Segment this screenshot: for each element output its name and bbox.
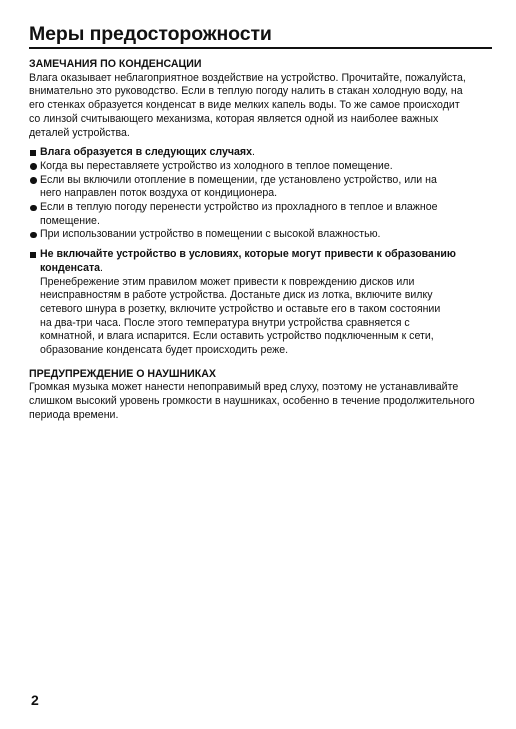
intro-line: внимательно это руководство. Если в теплую погоду налить в стакан холодную воду, на — [29, 85, 463, 98]
warning-line: неисправностям в работе устройства. Достаньте диск из лотка, включите вилку — [40, 289, 433, 302]
cases-heading-item — [29, 146, 492, 160]
cases-heading: Влага образуется в следующих случаях — [40, 146, 252, 159]
intro-line: со линзой считывающего механизма, которая является одной из наиболее важных — [29, 112, 439, 125]
page-content — [29, 58, 492, 423]
warning-line: комнатной, и влага испарится. Если оставить устройство подключенным к сети, — [40, 330, 434, 343]
warning-heading-line: Не включайте устройство в условиях, которые могут привести к образованию — [40, 248, 456, 261]
warning-heading-item — [29, 248, 492, 275]
warning-heading-line: конденсата — [40, 261, 101, 274]
case-item — [29, 160, 492, 174]
headphones-line: Громкая музыка может нанести непоправимый вред слуху, поэтому не устанавливайте — [29, 381, 459, 394]
condensation-intro — [29, 72, 492, 141]
title-underline — [29, 47, 492, 49]
condensation-heading: ЗАМЕЧАНИЯ ПО КОНДЕНСАЦИИ — [29, 58, 202, 70]
intro-line: деталей устройства. — [29, 126, 130, 139]
case-item — [29, 228, 492, 242]
headphones-line: периода времени. — [29, 408, 119, 421]
headphones-heading: ПРЕДУПРЕЖДЕНИЕ О НАУШНИКАХ — [29, 367, 216, 380]
square-bullet-icon — [30, 150, 36, 156]
headphones-line: слишком высокий уровень громкости в наушниках, особенно в течение продолжительного — [29, 395, 475, 408]
warning-line: на два-три часа. После этого температура внутри устройства сравняется с — [40, 316, 410, 329]
intro-line: Влага оказывает неблагоприятное воздействие на устройство. Прочитайте, пожалуйста, — [29, 71, 466, 84]
square-bullet-icon — [30, 252, 36, 258]
case-line: При использовании устройство в помещении с высокой влажностью. — [40, 228, 381, 241]
round-bullet-icon — [30, 232, 37, 239]
warning-line: Пренебрежение этим правилом может привести к повреждению дисков или — [40, 275, 415, 288]
round-bullet-icon — [30, 163, 37, 170]
page-number: 2 — [31, 692, 39, 708]
cases-heading-period: . — [252, 146, 255, 159]
warning-line: сетевого шнура в розетку, включите устройство и оставьте его в таком состоянии — [40, 302, 441, 315]
case-line: Если вы включили отопление в помещении, где установлено устройство, или на — [40, 173, 437, 186]
case-line: Если в теплую погоду перенести устройство из прохладного в теплое и влажное — [40, 201, 438, 214]
case-line: него направлен поток воздуха от кондиционера. — [40, 187, 278, 200]
case-line: Когда вы переставляете устройство из холодного в теплое помещение. — [40, 159, 393, 172]
warning-line: образование конденсата будет происходить реже. — [40, 344, 289, 357]
warning-text — [29, 276, 492, 358]
case-item — [29, 174, 492, 201]
page-title: Меры предосторожности — [29, 23, 272, 45]
headphones-text — [29, 381, 492, 422]
round-bullet-icon — [30, 177, 37, 184]
warning-heading-period: . — [100, 261, 103, 274]
intro-line: его стенках образуется конденсат в виде мелких капель воды. То же самое происходит — [29, 99, 460, 112]
case-line: помещение. — [40, 214, 100, 227]
round-bullet-icon — [30, 205, 37, 212]
case-item — [29, 201, 492, 228]
